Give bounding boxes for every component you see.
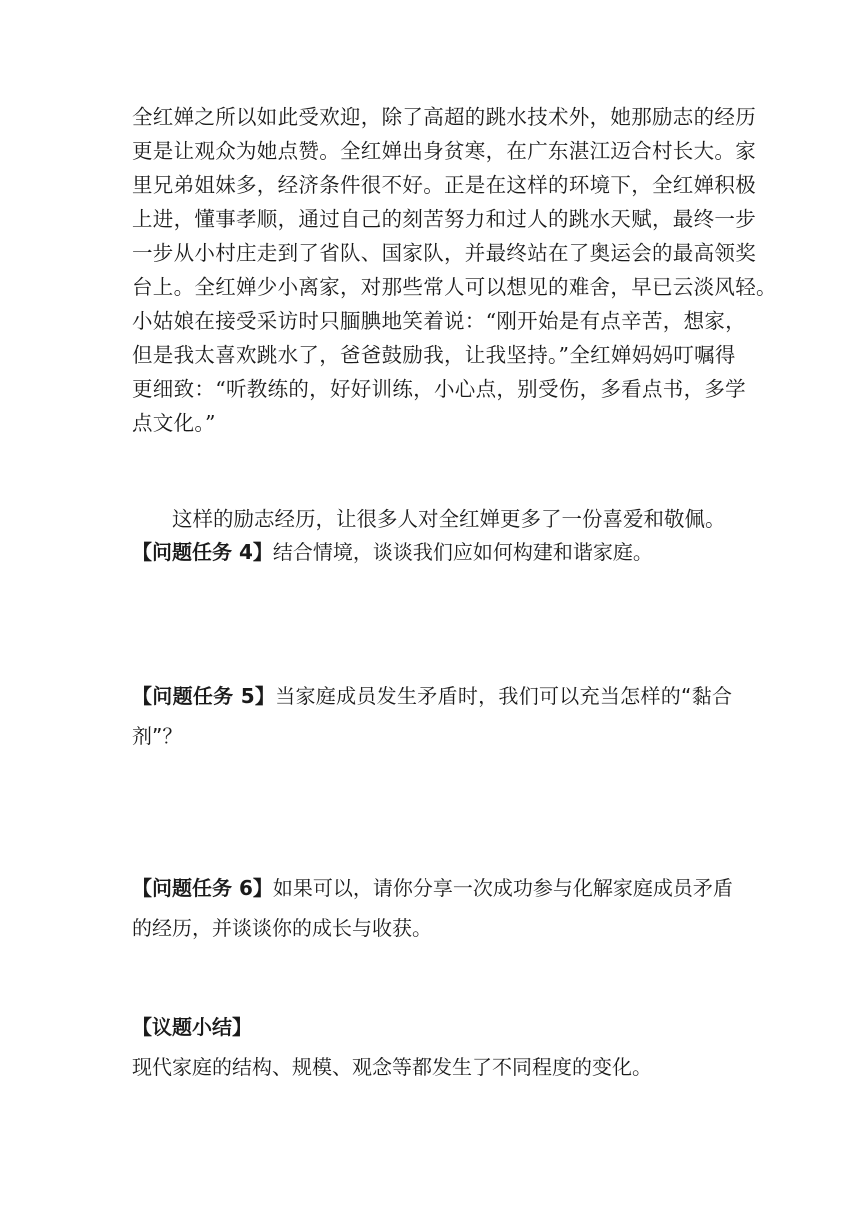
story-line: 台上。全红婵少小离家，对那些常人可以想见的难舍，早已云淡风轻。 <box>132 275 777 299</box>
story-line: 更是让观众为她点赞。全红婵出身贫寒，在广东湛江迈合村长大。家 <box>132 139 756 163</box>
task-label: 【问题任务 4】 <box>132 540 273 564</box>
question-task-5 <box>132 676 732 756</box>
task-text: 结合情境，谈谈我们应如何构建和谐家庭。 <box>272 540 653 564</box>
story-closing-sentence: 这样的励志经历，让很多人对全红婵更多了一份喜爱和敬佩。 <box>172 507 726 531</box>
question-task-4 <box>132 532 732 572</box>
task-text: 如果可以，请你分享一次成功参与化解家庭成员矛盾 <box>272 876 733 900</box>
story-line: 里兄弟姐妹多，经济条件很不好。正是在这样的环境下，全红婵积极 <box>132 173 756 197</box>
summary-heading: 【议题小结】 <box>132 1015 252 1039</box>
task-text-continued: 剂”？ <box>132 724 183 748</box>
summary-text: 现代家庭的结构、规模、观念等都发生了不同程度的变化。 <box>132 1055 652 1079</box>
story-line: 上进，懂事孝顺，通过自己的刻苦努力和过人的跳水天赋，最终一步 <box>132 207 756 231</box>
story-line: 一步从小村庄走到了省队、国家队，并最终站在了奥运会的最高领奖 <box>132 241 756 265</box>
task-text: 当家庭成员发生矛盾时，我们可以充当怎样的“黏合 <box>275 684 732 708</box>
task-text-continued: 的经历，并谈谈你的成长与收获。 <box>132 916 432 940</box>
story-line: 点文化。” <box>132 411 216 435</box>
story-line: 小姑娘在接受采访时只腼腆地笑着说：“刚开始是有点辛苦，想家， <box>132 309 746 333</box>
task-label: 【问题任务 5】 <box>132 684 276 708</box>
story-paragraph <box>132 100 777 440</box>
story-line: 更细致：“听教练的，好好训练，小心点，别受伤，多看点书，多学 <box>132 377 746 401</box>
task-label: 【问题任务 6】 <box>132 876 273 900</box>
story-line: 全红婵之所以如此受欢迎，除了高超的跳水技术外，她那励志的经历 <box>132 105 756 129</box>
story-line: 但是我太喜欢跳水了，爸爸鼓励我，让我坚持。”全红婵妈妈叮嘱得 <box>132 343 736 367</box>
question-task-6 <box>132 868 732 948</box>
